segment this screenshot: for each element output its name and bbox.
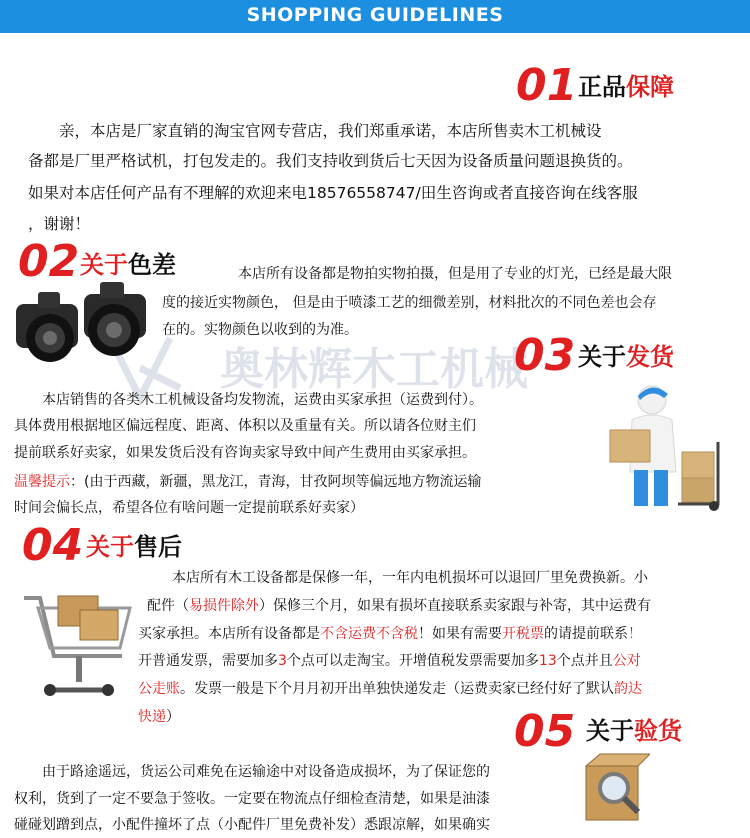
cameras-image (10, 280, 160, 372)
paragraph-line: 权利，货到了一定不要急于签收。一定要在物流点仔细检查清楚，如果是油漆 (14, 791, 490, 807)
paragraph-line: 买家承担。本店所有设备都是不含运费不含税！如果有需要开税票的请提前联系！ (138, 626, 642, 642)
banner-title: SHOPPING GUIDELINES (246, 4, 504, 26)
tip-label: 温馨提示 (14, 474, 70, 490)
paragraph-line: 快递） (138, 709, 180, 725)
section-title-04: 关于售后 (86, 533, 182, 561)
paragraph-line: 碰碰划蹭到点，小配件撞坏了点（小配件厂里免费补发）悉跟凉解，如果确实 (14, 817, 490, 833)
header-banner (0, 0, 750, 33)
package-inspection-image (580, 748, 650, 825)
paragraph-line: 公走账。发票一般是下个月月初开出单独快递发走（运费卖家已经付好了默认韵达 (138, 681, 642, 697)
section-number-02: 02 (18, 236, 80, 287)
section-title-02: 关于色差 (80, 251, 176, 279)
watermark-text: 奥林辉木工机械 (220, 344, 528, 395)
section-title-01: 正品保障 (578, 73, 674, 101)
section-number-03: 03 (514, 330, 576, 381)
paragraph-line: 具体费用根据地区偏远程度、距离、体积以及重量有关。所以请各位财主们 (14, 418, 476, 434)
delivery-man-image (590, 382, 740, 512)
paragraph-line: 配件（易损件除外）保修三个月，如果有损坏直接联系卖家跟与补寄，其中运费有 (147, 598, 651, 614)
section-number-04: 04 (22, 520, 84, 571)
paragraph-line: 本店所有设备都是物拍实物拍摄，但是用了专业的灯光，已经是最大限 (238, 266, 672, 282)
paragraph-line: 备都是厂里严格试机，打包发走的。我们支持收到货后七天因为设备质量问题退换货的。 (28, 152, 633, 170)
paragraph-line: 本店销售的各类木工机械设备均发物流，运费由买家承担（运费到付）。 (14, 392, 483, 408)
paragraph-line: 由于路途遥远，货运公司难免在运输途中对设备造成损坏，为了保证您的 (14, 764, 490, 780)
paragraph-line: 时间会偏长点，希望各位有啥问题一定提前联系好卖家） (14, 500, 364, 516)
section-title-05: 关于验货 (586, 717, 682, 745)
paragraph-line: 在的。实物颜色以收到的为准。 (162, 322, 358, 338)
section-title-03: 关于发货 (578, 343, 674, 371)
section-number-05: 05 (514, 706, 576, 757)
paragraph-line: 如果对本店任何产品有不理解的欢迎来电18576558747/田生咨询或者直接咨询在线客服 (28, 184, 638, 202)
section-number-01: 01 (516, 60, 578, 111)
shopping-cart-image (18, 590, 142, 698)
paragraph-line: ，谢谢！ (28, 215, 91, 233)
paragraph-line: 亲，本店是厂家直销的淘宝官网专营店，我们郑重承诺，本店所售卖木工机械设 (28, 122, 602, 140)
paragraph-line: 提前联系好卖家，如果发货后没有咨询卖家导致中间产生费用由买家承担。 (14, 445, 476, 461)
paragraph-line: 开普通发票，需要加多3个点可以走淘宝。开增值税发票需要加多13个点并且公对 (138, 653, 641, 669)
paragraph-line: 本店所有木工设备都是保修一年，一年内电机损坏可以退回厂里免费换新。小 (172, 570, 648, 586)
paragraph-line: 度的接近实物颜色， 但是由于喷漆工艺的细微差别，材料批次的不同色差也会存 (162, 295, 657, 311)
tip-line: 温馨提示：(由于西藏，新疆，黑龙江，青海，甘孜阿坝等偏远地方物流运输 (14, 474, 482, 490)
